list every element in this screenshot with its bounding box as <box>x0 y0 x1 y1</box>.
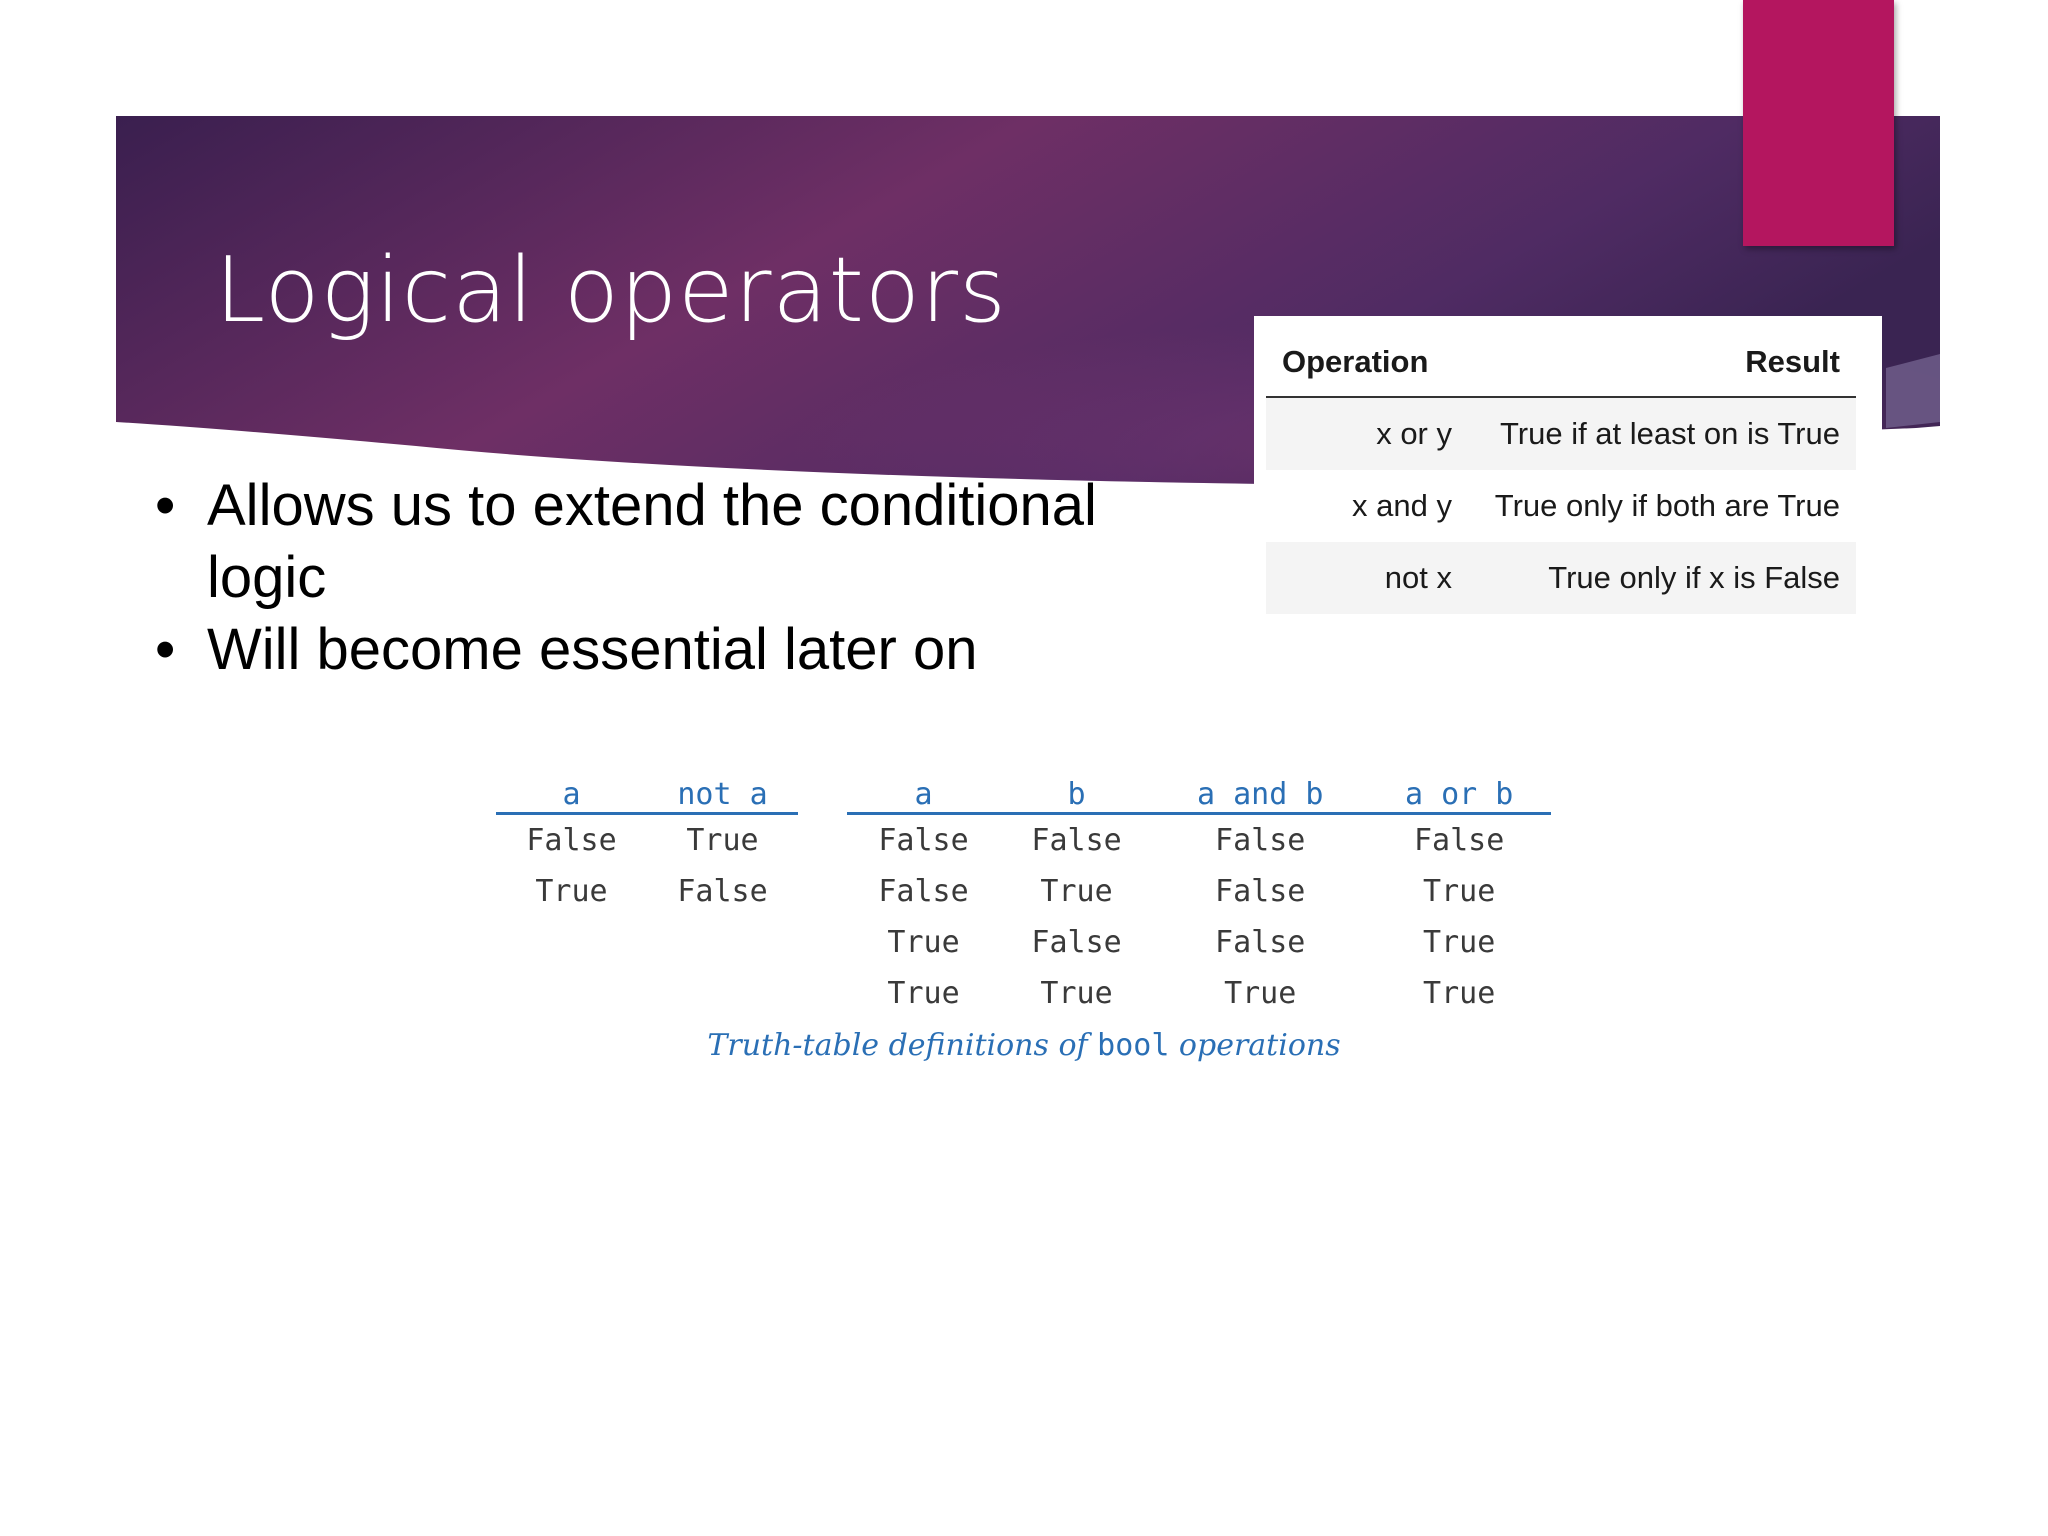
column-header: Operation <box>1266 328 1468 397</box>
table-cell: True <box>887 925 960 960</box>
bullet-dot: • <box>155 473 176 538</box>
table-cell: False <box>1215 823 1306 858</box>
slide-title: Logical operators <box>215 238 1007 343</box>
table-cell: False <box>677 874 768 909</box>
bullet-item <box>155 614 1155 686</box>
accent-block <box>1743 0 1894 246</box>
table-cell: x and y <box>1352 488 1452 523</box>
table-cell: False <box>1031 925 1122 960</box>
operations-table <box>1266 328 1856 614</box>
column-header: a and b <box>1153 764 1367 814</box>
truth-table-caption <box>0 1028 2048 1063</box>
bullet-text: Allows us to extend the conditional logic <box>207 473 1097 610</box>
column-header: not a <box>647 764 798 814</box>
table-cell: False <box>878 874 969 909</box>
table-cell: True <box>1224 976 1297 1011</box>
table-header-row <box>496 764 798 814</box>
operations-table-image <box>1254 316 1882 612</box>
bullet-dot: • <box>155 617 176 682</box>
table-row <box>496 866 798 917</box>
table-cell: True if at least on is True <box>1468 397 1856 470</box>
table-cell: True <box>1040 976 1113 1011</box>
table-row <box>847 866 1551 917</box>
table-header-row <box>847 764 1551 814</box>
table-cell: True <box>535 874 608 909</box>
truth-table-binary <box>847 764 1551 1019</box>
bullet-list <box>155 470 1155 686</box>
table-cell: True <box>1040 874 1113 909</box>
table-cell: True <box>1423 925 1496 960</box>
table-row <box>847 917 1551 968</box>
table-header-row <box>1266 328 1856 397</box>
table-cell: False <box>1414 823 1505 858</box>
table-cell: False <box>1031 823 1122 858</box>
table-row <box>1266 470 1856 542</box>
bullet-item <box>155 470 1155 614</box>
table-cell: True only if both are True <box>1494 488 1840 523</box>
column-header: a <box>496 764 647 814</box>
caption-code: bool <box>1097 1028 1170 1063</box>
table-cell: False <box>526 823 617 858</box>
table-cell: True only if x is False <box>1468 542 1856 614</box>
table-cell: True <box>1423 976 1496 1011</box>
table-row <box>496 814 798 867</box>
table-cell: True <box>887 976 960 1011</box>
table-cell: True <box>1423 874 1496 909</box>
column-header: b <box>1000 764 1153 814</box>
bullet-text: Will become essential later on <box>207 617 978 682</box>
caption-text: Truth-table definitions of <box>707 1028 1098 1063</box>
table-cell: False <box>878 823 969 858</box>
caption-text: operations <box>1169 1028 1341 1063</box>
column-header: Result <box>1468 328 1856 397</box>
column-header: a or b <box>1367 764 1551 814</box>
table-cell: True <box>686 823 759 858</box>
table-row <box>847 814 1551 867</box>
table-cell: not x <box>1266 542 1468 614</box>
table-cell: False <box>1215 874 1306 909</box>
table-cell: False <box>1215 925 1306 960</box>
table-row <box>847 968 1551 1019</box>
table-row <box>1266 397 1856 470</box>
table-row <box>1266 542 1856 614</box>
column-header: a <box>847 764 1000 814</box>
truth-table-not <box>496 764 798 917</box>
table-cell: x or y <box>1266 397 1468 470</box>
